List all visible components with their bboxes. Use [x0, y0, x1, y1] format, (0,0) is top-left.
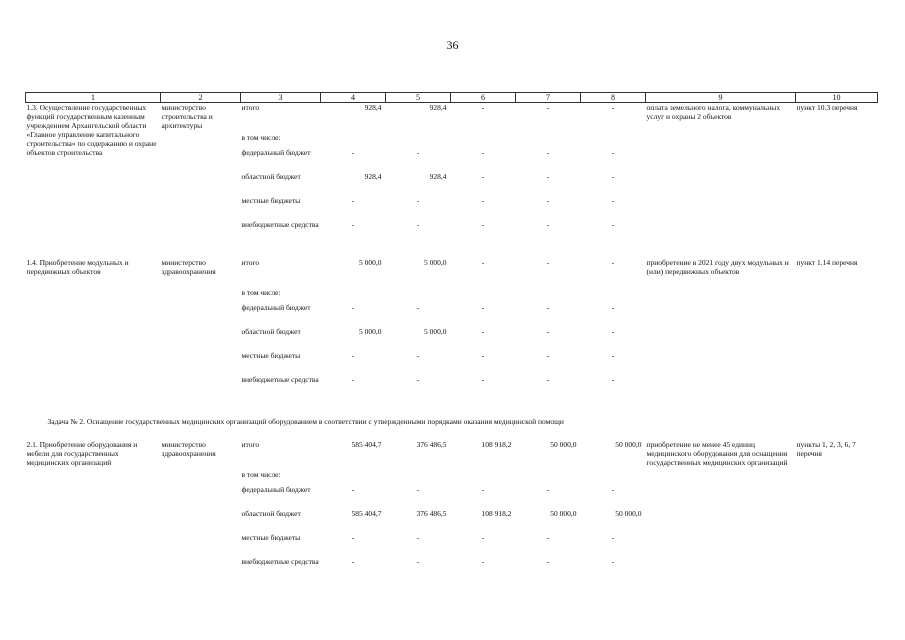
value-cell: - [351, 196, 355, 205]
funding-source: итого [241, 103, 260, 112]
spacer-cell [26, 244, 878, 258]
value-cell: - [546, 327, 550, 336]
value-cell: - [481, 485, 485, 494]
value-cell: - [546, 196, 550, 205]
value-cell: 108 918,2 [481, 509, 512, 518]
value-cell: - [351, 351, 355, 360]
task-row [26, 399, 878, 440]
value-cell: - [481, 533, 485, 542]
value-cell: - [546, 220, 550, 229]
value-cell [581, 282, 646, 303]
header-cell: 4 [321, 93, 386, 103]
value-cell: 50 000,0 [550, 509, 577, 518]
value-cell: - [351, 485, 355, 494]
header-cell: 1 [26, 93, 161, 103]
value-cell: - [546, 485, 550, 494]
value-cell: - [481, 196, 485, 205]
value-cell: - [611, 258, 615, 267]
funding-source: федеральный бюджет [241, 485, 311, 494]
value-cell: - [351, 375, 355, 384]
value-cell: - [546, 375, 550, 384]
value-cell: 928,4 [364, 172, 382, 181]
header-cell: 9 [646, 93, 796, 103]
header-cell: 7 [516, 93, 581, 103]
value-cell: - [546, 103, 550, 112]
expected-result: оплата земельного налога, коммунальных услуг и охраны 2 объектов [646, 103, 781, 121]
table-row [26, 258, 878, 282]
value-cell: 5 000,0 [424, 258, 447, 267]
value-cell: - [611, 172, 615, 181]
value-cell: - [611, 196, 615, 205]
header-cell: 8 [581, 93, 646, 103]
value-cell: 50 000,0 [550, 440, 577, 449]
value-cell: - [481, 557, 485, 566]
value-cell: 585 404,7 [351, 440, 382, 449]
funding-source: местные бюджеты [241, 351, 301, 360]
value-cell: - [546, 258, 550, 267]
value-cell: 928,4 [429, 103, 447, 112]
value-cell [581, 127, 646, 148]
value-cell: - [546, 303, 550, 312]
value-cell: - [481, 103, 485, 112]
measure-name: 1.4. Приобретение модульных и передвижных объектов [26, 258, 129, 276]
funding-source: местные бюджеты [241, 533, 301, 542]
funding-source: в том числе: [241, 470, 281, 479]
value-cell: 108 918,2 [481, 440, 512, 449]
value-cell: 5 000,0 [424, 327, 447, 336]
funding-source: внебюджетные средства [241, 375, 319, 384]
spacer-row [26, 244, 878, 258]
value-cell: - [546, 557, 550, 566]
value-cell [516, 282, 581, 303]
reference: пункты 1, 2, 3, 6, 7 перечня [796, 440, 856, 458]
value-cell: 5 000,0 [359, 327, 382, 336]
value-cell: - [481, 351, 485, 360]
reference: пункт 1.14 перечня [796, 258, 858, 267]
value-cell: - [351, 533, 355, 542]
funding-source: областной бюджет [241, 327, 301, 336]
funding-source: местные бюджеты [241, 196, 301, 205]
value-cell: - [611, 557, 615, 566]
header-cell: 2 [161, 93, 241, 103]
value-cell: - [481, 327, 485, 336]
value-cell: - [416, 148, 420, 157]
value-cell: - [416, 303, 420, 312]
funding-source: в том числе: [241, 288, 281, 297]
value-cell: - [351, 148, 355, 157]
header-cell: 10 [796, 93, 878, 103]
value-cell: 50 000,0 [615, 440, 642, 449]
value-cell [386, 127, 451, 148]
value-cell: 5 000,0 [359, 258, 382, 267]
funding-source: итого [241, 258, 260, 267]
value-cell: - [351, 303, 355, 312]
table-row [26, 440, 878, 464]
value-cell: 50 000,0 [615, 509, 642, 518]
value-cell: - [416, 557, 420, 566]
value-cell [516, 464, 581, 485]
value-cell [321, 464, 386, 485]
value-cell: - [611, 103, 615, 112]
value-cell [386, 464, 451, 485]
funding-source: федеральный бюджет [241, 303, 311, 312]
value-cell [321, 282, 386, 303]
value-cell: 585 404,7 [351, 509, 382, 518]
value-cell: - [611, 220, 615, 229]
value-cell: - [416, 351, 420, 360]
value-cell: - [611, 533, 615, 542]
funding-source: в том числе: [241, 133, 281, 142]
header-cell: 6 [451, 93, 516, 103]
value-cell: 376 486,5 [416, 440, 447, 449]
value-cell: - [611, 148, 615, 157]
value-cell: 928,4 [429, 172, 447, 181]
executor: министерство здравоохранения [161, 258, 216, 276]
funding-source: областной бюджет [241, 172, 301, 181]
value-cell: - [481, 148, 485, 157]
value-cell: - [416, 375, 420, 384]
page-number: 36 [446, 38, 459, 52]
value-cell [581, 464, 646, 485]
value-cell: - [611, 327, 615, 336]
value-cell: - [416, 533, 420, 542]
header-cell: 5 [386, 93, 451, 103]
value-cell [516, 127, 581, 148]
header-cell: 3 [241, 93, 321, 103]
value-cell: - [416, 485, 420, 494]
value-cell: - [481, 258, 485, 267]
value-cell: - [481, 220, 485, 229]
value-cell: - [611, 303, 615, 312]
value-cell: 376 486,5 [416, 509, 447, 518]
value-cell: - [546, 148, 550, 157]
value-cell: 928,4 [364, 103, 382, 112]
value-cell: - [351, 220, 355, 229]
value-cell: - [611, 375, 615, 384]
value-cell: - [351, 557, 355, 566]
program-table [25, 92, 878, 581]
value-cell [451, 127, 516, 148]
value-cell [451, 464, 516, 485]
executor: министерство здравоохранения [161, 440, 216, 458]
value-cell: - [546, 351, 550, 360]
funding-source: областной бюджет [241, 509, 301, 518]
task-heading: Задача № 2. Оснащение государственных медицинских организаций оборудованием в соответствии с утвержденными порядками оказания медицинской помощи [47, 417, 564, 426]
funding-source: итого [241, 440, 260, 449]
value-cell: - [546, 172, 550, 181]
header-row [26, 93, 878, 103]
measure-name: 1.3. Осуществление государственных функций государственным казенным учреждением Архангельской области «Главное управление капитального строительства» по содержанию и охране объектов строительства [26, 103, 157, 157]
value-cell: - [481, 172, 485, 181]
expected-result: приобретение в 2021 году двух модульных и (или) передвижных объектов [646, 258, 789, 276]
table-row [26, 103, 878, 128]
value-cell: - [481, 375, 485, 384]
value-cell: - [481, 303, 485, 312]
value-cell: - [416, 220, 420, 229]
value-cell: - [546, 533, 550, 542]
value-cell: - [416, 196, 420, 205]
value-cell [451, 282, 516, 303]
measure-name: 2.1. Приобретение оборудования и мебели для государственных медицинских организаций [26, 440, 138, 467]
value-cell: - [611, 485, 615, 494]
value-cell [386, 282, 451, 303]
funding-source: внебюджетные средства [241, 557, 319, 566]
expected-result: приобретение не менее 45 единиц медицинского оборудования для оснащения государственных медицинских организаций [646, 440, 788, 467]
funding-source: внебюджетные средства [241, 220, 319, 229]
reference: пункт 10.3 перечня [796, 103, 858, 112]
value-cell: - [611, 351, 615, 360]
executor: министерство строительства и архитектуры [161, 103, 213, 130]
funding-source: федеральный бюджет [241, 148, 311, 157]
value-cell [321, 127, 386, 148]
